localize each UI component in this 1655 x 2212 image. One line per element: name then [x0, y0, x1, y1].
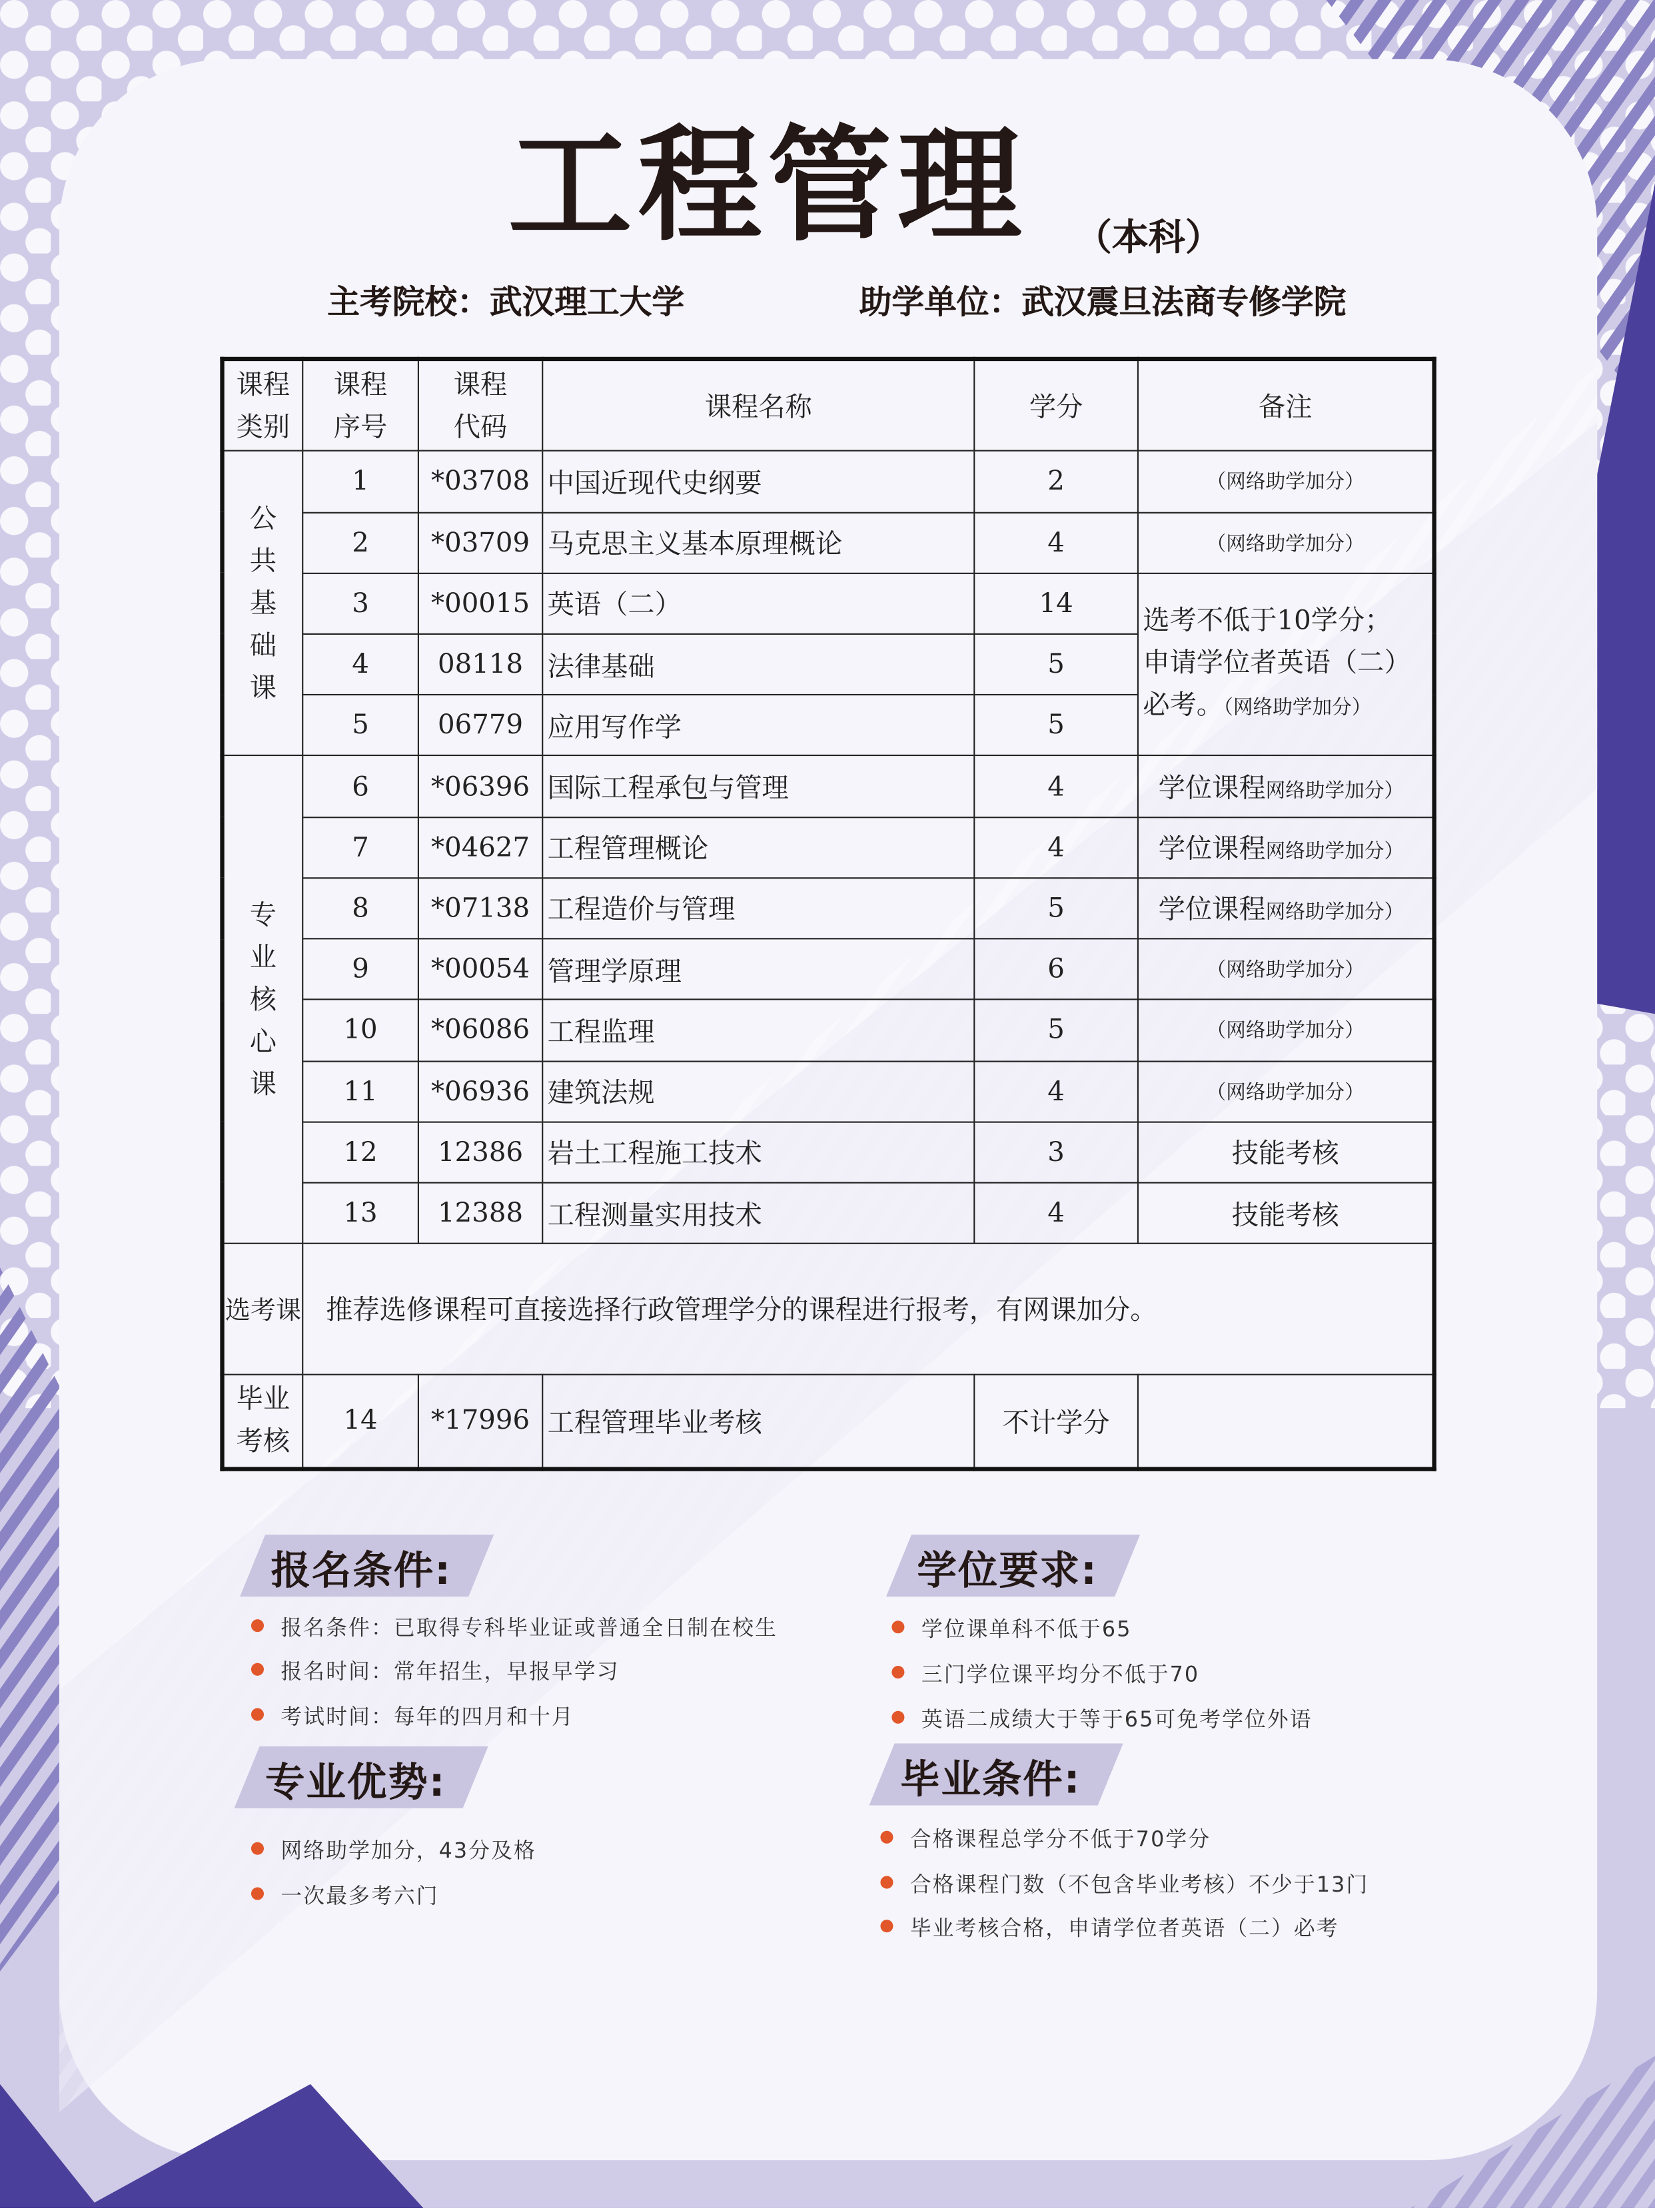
bullet-dot-icon — [891, 1621, 904, 1633]
cell-name: 工程造价与管理 — [542, 878, 974, 939]
cell-credit: 4 — [974, 756, 1138, 817]
page-subtitle: （本科） — [1075, 217, 1222, 260]
cell-code: *03709 — [418, 512, 542, 573]
cell-credit: 5 — [974, 695, 1138, 756]
cell-name: 工程测量实用技术 — [542, 1183, 974, 1244]
page-title: 工程管理 — [508, 113, 1027, 258]
cell-code: *00015 — [418, 573, 542, 634]
cell-credit: 4 — [974, 817, 1138, 878]
cell-code: 08118 — [418, 634, 542, 695]
table-row — [223, 1183, 1434, 1244]
cell-name: 马克思主义基本原理概论 — [542, 512, 974, 573]
table-header-row — [223, 359, 1434, 451]
bullet-dot-icon — [880, 1876, 893, 1889]
bullet-dot-icon — [251, 1619, 264, 1632]
cell-credit: 5 — [974, 878, 1138, 939]
header-note: 备注 — [1138, 359, 1434, 451]
list-item: 三门学位课平均分不低于70 — [891, 1659, 1199, 1688]
cell-seq: 10 — [302, 1000, 418, 1061]
list-item: 合格课程总学分不低于70学分 — [880, 1824, 1211, 1853]
enroll-title: 报名条件: — [271, 1547, 452, 1595]
cell-credit: 不计学分 — [974, 1374, 1138, 1469]
cell-name: 建筑法规 — [542, 1061, 974, 1122]
header-credit: 学分 — [974, 359, 1138, 451]
cell-code: *06086 — [418, 1000, 542, 1061]
cell-credit: 5 — [974, 634, 1138, 695]
category-public: 公共基础课 — [223, 451, 303, 756]
cell-note: 技能考核 — [1138, 1183, 1434, 1244]
cell-credit: 4 — [974, 512, 1138, 573]
cell-note: （网络助学加分） — [1138, 1061, 1434, 1122]
elective-row — [223, 1244, 1434, 1374]
cell-code: *00054 — [418, 938, 542, 1000]
bullet-dot-icon — [880, 1831, 893, 1844]
cell-name: 工程监理 — [542, 1000, 974, 1061]
cell-code: 12388 — [418, 1183, 542, 1244]
bullet-dot-icon — [891, 1666, 904, 1678]
cell-seq: 11 — [302, 1061, 418, 1122]
cell-seq: 4 — [302, 634, 418, 695]
cell-credit: 4 — [974, 1183, 1138, 1244]
list-item: 考试时间：每年的四月和十月 — [251, 1701, 574, 1730]
header-category: 课程类别 — [223, 359, 303, 451]
bullet-dot-icon — [891, 1711, 904, 1724]
cell-note: 学位课程网络助学加分） — [1138, 817, 1434, 878]
cell-seq: 1 — [302, 451, 418, 512]
table-row — [223, 512, 1434, 573]
bullet-dot-icon — [251, 1887, 264, 1900]
cell-note: （网络助学加分） — [1138, 451, 1434, 512]
cell-note: （网络助学加分） — [1138, 938, 1434, 1000]
cell-note: （网络助学加分） — [1138, 1000, 1434, 1061]
cell-name: 国际工程承包与管理 — [542, 756, 974, 817]
school-label: 主考院校：武汉理工大学 — [327, 284, 685, 322]
degree-title: 学位要求: — [917, 1547, 1099, 1595]
cell-seq: 9 — [302, 938, 418, 1000]
list-item: 英语二成绩大于等于65可免考学位外语 — [891, 1704, 1312, 1733]
merged-note: 选考不低于10学分； 申请学位者英语（二） 必考。（网络助学加分） — [1138, 573, 1434, 756]
list-item: 网络助学加分，43分及格 — [251, 1835, 536, 1864]
header-seq: 课程序号 — [302, 359, 418, 451]
cell-code: *17996 — [418, 1374, 542, 1469]
cell-credit: 14 — [974, 573, 1138, 634]
cell-name: 工程管理概论 — [542, 817, 974, 878]
list-item: 毕业考核合格，申请学位者英语（二）必考 — [880, 1913, 1339, 1942]
cell-seq: 5 — [302, 695, 418, 756]
cell-seq: 12 — [302, 1122, 418, 1183]
header-name: 课程名称 — [542, 359, 974, 451]
cell-seq: 6 — [302, 756, 418, 817]
cell-seq: 14 — [302, 1374, 418, 1469]
bullet-dot-icon — [880, 1920, 893, 1932]
cell-name: 应用写作学 — [542, 695, 974, 756]
cell-credit: 4 — [974, 1061, 1138, 1122]
cell-code: 06779 — [418, 695, 542, 756]
cell-credit: 5 — [974, 1000, 1138, 1061]
bullet-dot-icon — [251, 1708, 264, 1721]
table-row — [223, 451, 1434, 512]
table-row — [223, 756, 1434, 817]
cell-seq: 13 — [302, 1183, 418, 1244]
advantage-title: 专业优势: — [265, 1758, 446, 1806]
cell-note: （网络助学加分） — [1138, 512, 1434, 573]
list-item: 报名时间：常年招生，早报早学习 — [251, 1656, 620, 1685]
graduate-title: 毕业条件: — [900, 1756, 1081, 1803]
table-row — [223, 573, 1434, 634]
list-item: 报名条件：已取得专科毕业证或普通全日制在校生 — [251, 1613, 778, 1642]
graduation-row — [223, 1374, 1434, 1469]
cell-code: 12386 — [418, 1122, 542, 1183]
category-elective: 选考课 — [223, 1244, 303, 1374]
cell-credit: 6 — [974, 938, 1138, 1000]
elective-note: 推荐选修课程可直接选择行政管理学分的课程进行报考，有网课加分。 — [302, 1244, 1434, 1374]
table-row — [223, 1122, 1434, 1183]
table-row — [223, 938, 1434, 1000]
cell-note: 学位课程网络助学加分） — [1138, 878, 1434, 939]
cell-name: 英语（二） — [542, 573, 974, 634]
cell-code: *06936 — [418, 1061, 542, 1122]
cell-name: 法律基础 — [542, 634, 974, 695]
cell-seq: 8 — [302, 878, 418, 939]
cell-name: 中国近现代史纲要 — [542, 451, 974, 512]
table-row — [223, 1061, 1434, 1122]
assist-unit-label: 助学单位：武汉震旦法商专修学院 — [859, 284, 1347, 322]
cell-name: 管理学原理 — [542, 938, 974, 1000]
table-row — [223, 817, 1434, 878]
cell-note — [1138, 1374, 1434, 1469]
category-core: 专业核心课 — [223, 756, 303, 1244]
cell-code: *07138 — [418, 878, 542, 939]
header-code: 课程代码 — [418, 359, 542, 451]
cell-name: 岩土工程施工技术 — [542, 1122, 974, 1183]
cell-seq: 3 — [302, 573, 418, 634]
cell-name: 工程管理毕业考核 — [542, 1374, 974, 1469]
bullet-dot-icon — [251, 1663, 264, 1676]
category-graduation: 毕业考核 — [223, 1374, 303, 1469]
course-table — [220, 357, 1436, 1471]
bullet-dot-icon — [251, 1842, 264, 1855]
cell-seq: 2 — [302, 512, 418, 573]
cell-note: 学位课程网络助学加分） — [1138, 756, 1434, 817]
cell-code: *04627 — [418, 817, 542, 878]
list-item: 合格课程门数（不包含毕业考核）不少于13门 — [880, 1869, 1369, 1898]
cell-code: *06396 — [418, 756, 542, 817]
cell-code: *03708 — [418, 451, 542, 512]
cell-seq: 7 — [302, 817, 418, 878]
list-item: 一次最多考六门 — [251, 1880, 439, 1910]
list-item: 学位课单科不低于65 — [891, 1614, 1131, 1643]
table-row — [223, 878, 1434, 939]
table-row — [223, 1000, 1434, 1061]
cell-credit: 3 — [974, 1122, 1138, 1183]
cell-credit: 2 — [974, 451, 1138, 512]
cell-note: 技能考核 — [1138, 1122, 1434, 1183]
